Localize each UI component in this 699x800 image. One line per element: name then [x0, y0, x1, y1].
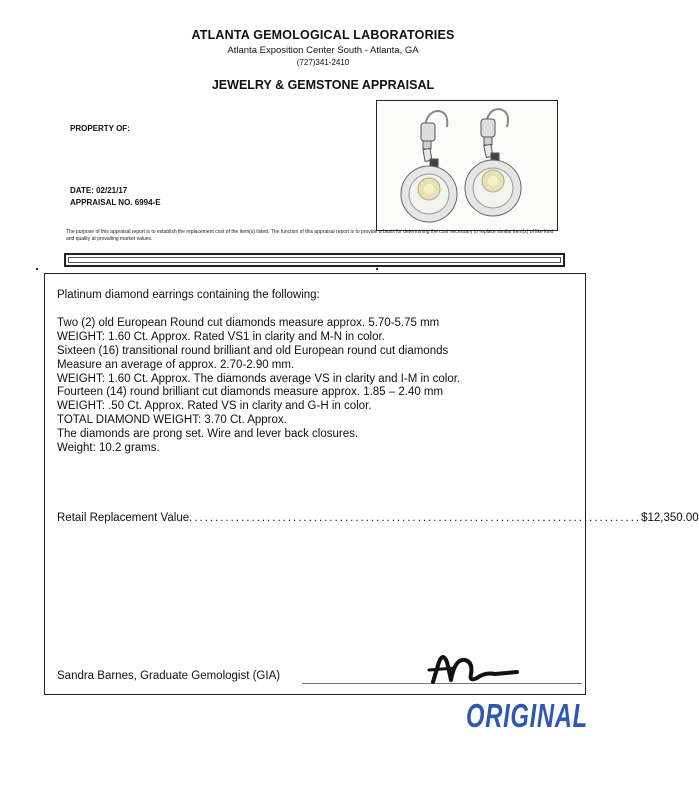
description-line: WEIGHT: .50 Ct. Approx. Rated VS in clarity and G-H in color.	[57, 400, 372, 413]
right-earring	[465, 109, 521, 216]
purpose-statement: The purpose of this appraisal report is to establish the replacement cost of the item(s) listed. The function of this appraisal report is to provide a basis for determining the cost necessary to replace similar item(s) of like kind and quality at prevailing market values.	[66, 229, 554, 242]
decorative-double-rule	[64, 253, 565, 267]
date-field: DATE: 02/21/17	[70, 186, 128, 195]
description-line: TOTAL DIAMOND WEIGHT: 3.70 Ct. Approx.	[57, 414, 287, 427]
description-line: Weight: 10.2 grams.	[57, 442, 160, 455]
replacement-value-row	[57, 512, 699, 524]
item-description	[57, 289, 460, 456]
lab-phone: (727)341-2410	[296, 58, 350, 67]
scan-mark-left	[36, 268, 38, 270]
left-earring	[401, 111, 457, 222]
original-stamp: ORIGINAL	[466, 697, 588, 734]
handwritten-signature	[425, 648, 525, 688]
leader-dots: .......................................................................................	[189, 512, 642, 524]
earrings-photo	[376, 100, 558, 231]
description-intro: Platinum diamond earrings containing the following:	[57, 289, 320, 301]
report-title: JEWELRY & GEMSTONE APPRAISAL	[211, 78, 435, 92]
replacement-value-label: Retail Replacement Value	[57, 512, 190, 524]
lab-name: ATLANTA GEMOLOGICAL LABORATORIES	[191, 28, 455, 42]
lab-address: Atlanta Exposition Center South - Atlanta, GA	[227, 45, 419, 56]
description-line: Measure an average of approx. 2.70-2.90 mm.	[57, 358, 295, 371]
scan-mark-center	[376, 268, 378, 270]
property-of-label: PROPERTY OF:	[70, 124, 130, 133]
description-line: The diamonds are prong set. Wire and lever back closures.	[57, 428, 359, 441]
description-line: Two (2) old European Round cut diamonds measure approx. 5.70-5.75 mm	[57, 316, 440, 329]
description-line: Sixteen (16) transitional round brilliant and old European round cut diamonds	[57, 344, 449, 357]
replacement-value-amount: $12,350.00	[641, 512, 699, 524]
appraiser-name: Sandra Barnes, Graduate Gemologist (GIA)	[57, 670, 281, 682]
description-line: WEIGHT: 1.60 Ct. Approx. The diamonds average VS in clarity and I-M in color.	[57, 372, 461, 385]
earrings-image	[377, 101, 557, 230]
description-line: Fourteen (14) round brilliant cut diamonds measure approx. 1.85 – 2.40 mm	[57, 386, 444, 399]
description-line: WEIGHT: 1.60 Ct. Approx. Rated VS1 in clarity and M-N in color.	[57, 330, 385, 343]
appraisal-number: APPRAISAL NO. 6994-E	[70, 198, 161, 207]
